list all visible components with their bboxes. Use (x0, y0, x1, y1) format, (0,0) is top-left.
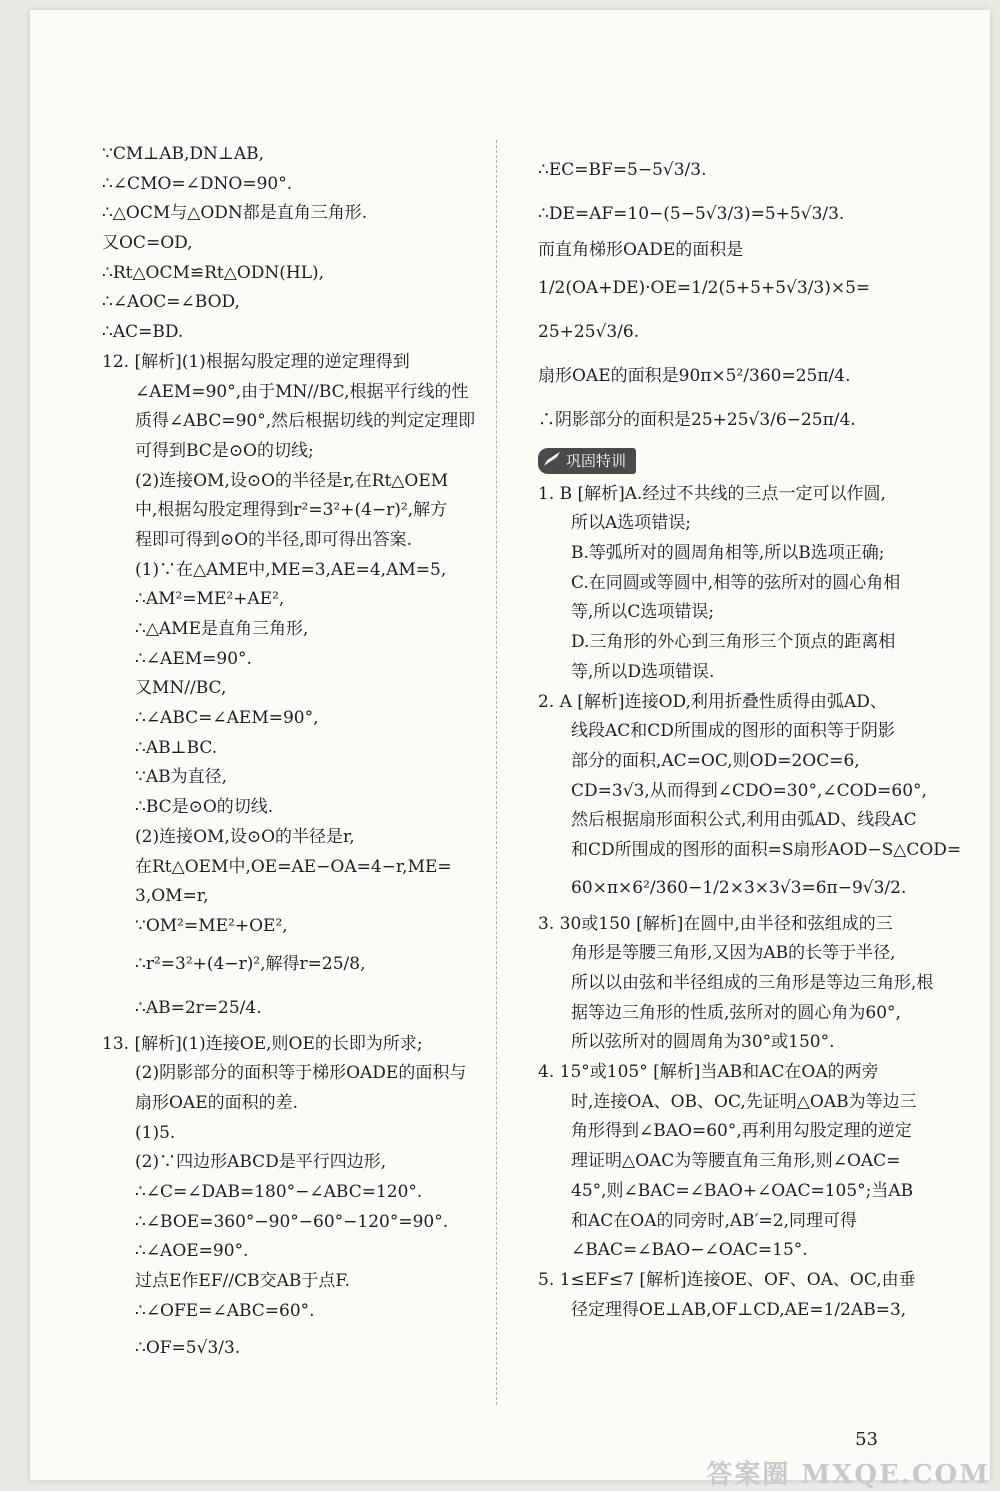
right-text-line: 5. 1≤EF≤7 [解析]连接OE、OF、OA、OC,由垂 (538, 1269, 916, 1290)
right-text-line: 径定理得OE⊥AB,OF⊥CD,AE=1/2AB=3, (571, 1299, 907, 1320)
left-text-line: ∴AM²=ME²+AE², (135, 589, 285, 610)
left-text-line: (1)5. (135, 1122, 176, 1143)
left-text-line: 可得到BC是⊙O的切线; (135, 440, 314, 461)
right-text-line: 2. A [解析]连接OD,利用折叠性质得由弧AD、 (538, 691, 887, 712)
column-divider (496, 140, 497, 1405)
right-text-line: C.在同圆或等圆中,相等的弦所对的圆心角相 (571, 572, 901, 593)
left-text-line: 又MN//BC, (135, 678, 227, 699)
left-text-line: ∴r²=3²+(4−r)²,解得r=25/8, (135, 953, 366, 974)
left-text-line: ∴AB=2r=25/4. (135, 997, 262, 1018)
right-text-line: 等,所以C选项错误; (571, 602, 715, 623)
left-text-line: ∠AEM=90°,由于MN//BC,根据平行线的性 (135, 381, 469, 402)
right-text-line: 1/2(OA+DE)·OE=1/2(5+5+5√3/3)×5= (538, 277, 871, 298)
right-text-line: 所以A选项错误; (571, 513, 692, 534)
left-text-line: ∴AB⊥BC. (135, 737, 218, 758)
right-text-line: ∴EC=BF=5−5√3/3. (538, 160, 707, 180)
right-text-line: 等,所以D选项错误. (571, 661, 715, 682)
left-text-line: (2)∵四边形ABCD是平行四边形, (135, 1152, 387, 1173)
left-text-line: ∴△AME是直角三角形, (135, 619, 309, 639)
left-text-line: ∴∠C=∠DAB=180°−∠ABC=120°. (135, 1182, 423, 1202)
left-text-line: 13. [解析](1)连接OE,则OE的长即为所求; (102, 1033, 423, 1054)
left-text-line: (2)阴影部分的面积等于梯形OADE的面积与 (135, 1063, 467, 1084)
left-text-line: ∴Rt△OCM≌Rt△ODN(HL), (102, 262, 325, 283)
right-text-line: 时,连接OA、OB、OC,先证明△OAB为等边三 (571, 1091, 917, 1112)
right-text-line: 所以以由弦和半径组成的三角形是等边三角形,根 (571, 973, 934, 993)
left-text-line: ∴△OCM与△ODN都是直角三角形. (102, 203, 368, 224)
left-text-line: ∴∠ABC=∠AEM=90°, (135, 708, 319, 729)
watermark: 答案圈 MXQE.COM (706, 1460, 990, 1490)
left-text-line: 程即可得到⊙O的半径,即可得出答案. (135, 529, 412, 550)
left-text-line: (2)连接OM,设⊙O的半径是r,在Rt△OEM (135, 470, 449, 491)
right-text-line: D.三角形的外心到三角形三个顶点的距离相 (571, 632, 896, 653)
left-text-line: 3,OM=r, (135, 886, 209, 907)
right-text-line: ∠BAC=∠BAO−∠OAC=15°. (571, 1240, 808, 1261)
left-text-line: 质得∠ABC=90°,然后根据切线的判定定理即 (135, 411, 476, 432)
right-text-line: 线段AC和CD所围成的图形的面积等于阴影 (571, 721, 895, 742)
left-text-line: ∴AC=BD. (102, 322, 184, 343)
right-text-line: 理证明△OAC为等腰直角三角形,则∠OAC= (571, 1151, 901, 1172)
page-number: 53 (855, 1429, 878, 1450)
left-text-line: 中,根据勾股定理得到r²=3²+(4−r)²,解方 (135, 500, 448, 521)
right-text-line: 然后根据扇形面积公式,利用由弧AD、线段AC (571, 810, 917, 831)
right-column (538, 148, 962, 1325)
left-text-line: 在Rt△OEM中,OE=AE−OA=4−r,ME= (135, 856, 452, 877)
right-text-line: 据等边三角形的性质,弦所对的圆心角为60°, (571, 1002, 901, 1023)
right-text-line: 1. B [解析]A.经过不共线的三点一定可以作圆, (538, 483, 886, 504)
right-text-line: CD=3√3,从而得到∠CDO=30°,∠COD=60°, (571, 780, 927, 801)
right-text-line: 4. 15°或105° [解析]当AB和AC在OA的两旁 (538, 1062, 879, 1083)
left-text-line: (1)∵在△AME中,ME=3,AE=4,AM=5, (135, 559, 447, 580)
pen-icon (544, 452, 560, 466)
left-text-line: ∴∠AOE=90°. (135, 1241, 249, 1262)
section-title-label: 巩固特训 (566, 451, 627, 470)
right-text-line: B.等弧所对的圆周角相等,所以B选项正确; (571, 543, 885, 564)
right-text-line: 角形得到∠BAO=60°,再利用勾股定理的逆定 (571, 1121, 912, 1142)
left-text-line: ∴∠AOC=∠BOD, (102, 292, 240, 313)
right-text-line: 而直角梯形OADE的面积是 (538, 240, 744, 260)
left-column (102, 140, 502, 1370)
left-text-line: ∵OM²=ME²+OE², (135, 915, 288, 936)
left-text-line: 又OC=OD, (102, 233, 193, 254)
left-text-line: ∴∠CMO=∠DNO=90°. (102, 173, 293, 194)
right-text-line: 所以弦所对的圆周角为30°或150°. (571, 1032, 835, 1053)
left-text-line: 过点E作EF//CB交AB于点F. (135, 1271, 350, 1292)
left-text-line: (2)连接OM,设⊙O的半径是r, (135, 826, 355, 847)
right-text-line: 45°,则∠BAC=∠BAO+∠OAC=105°;当AB (571, 1180, 914, 1201)
right-text-line: 25+25√3/6. (538, 321, 640, 342)
right-text-line: 3. 30或150 [解析]在圆中,由半径和弦组成的三 (538, 913, 893, 934)
left-text-line: ∴BC是⊙O的切线. (135, 797, 274, 818)
right-text-line: 60×π×6²/360−1/2×3×3√3=6π−9√3/2. (571, 877, 907, 898)
document-page (30, 10, 990, 1480)
left-text-line: ∴∠AEM=90°. (135, 648, 252, 669)
left-text-line: ∵AB为直径, (135, 767, 227, 788)
left-text-line: ∴∠BOE=360°−90°−60°−120°=90°. (135, 1211, 449, 1232)
right-text-line: ∴阴影部分的面积是25+25√3/6−25π/4. (538, 409, 856, 430)
right-text-line: ∴DE=AF=10−(5−5√3/3)=5+5√3/3. (538, 204, 845, 224)
right-text-line: 角形是等腰三角形,又因为AB的长等于半径, (571, 943, 896, 964)
left-text-line: ∴OF=5√3/3. (135, 1338, 241, 1359)
left-text-line: ∵CM⊥AB,DN⊥AB, (102, 144, 265, 164)
right-text-line: 部分的面积,AC=OC,则OD=2OC=6, (571, 750, 860, 771)
right-text-line: 扇形OAE的面积是90π×5²/360=25π/4. (538, 365, 851, 386)
right-text-line: 和AC在OA的同旁时,AB′=2,同理可得 (571, 1210, 857, 1231)
left-text-line: ∴∠OFE=∠ABC=60°. (135, 1300, 315, 1321)
section-title (538, 448, 636, 474)
left-text-line: 12. [解析](1)根据勾股定理的逆定理得到 (102, 351, 410, 372)
right-text-line: 和CD所围成的图形的面积=S扇形AOD−S△COD= (571, 839, 962, 860)
left-text-line: 扇形OAE的面积的差. (135, 1092, 299, 1113)
